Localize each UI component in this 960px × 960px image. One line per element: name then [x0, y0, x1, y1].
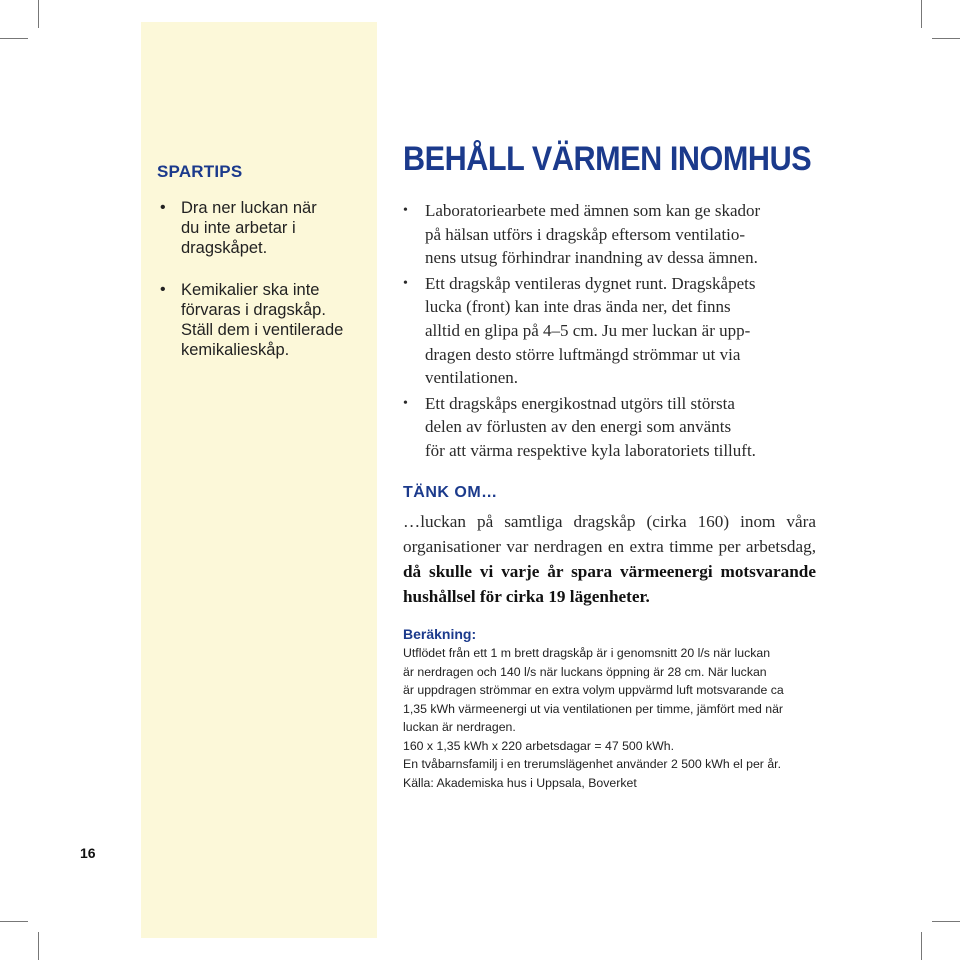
bullet-item: • Ett dragskåps energikostnad utgörs till största delen av förlusten av den energi som använts för att värma respektive kyla laboratoriets tilluft.: [403, 393, 756, 460]
tips-list: [157, 198, 369, 382]
calculation-heading: Beräkning:: [403, 626, 477, 642]
calc-line: är uppdragen strömmar en extra volym uppvärmd luft motsvarande ca: [403, 683, 784, 697]
bullet-icon: •: [160, 199, 166, 216]
page-number: 16: [80, 845, 96, 861]
bullet-item: • Laboratoriearbete med ämnen som kan ge skador på hälsan utförs i dragskåp eftersom ventilatio- nens utsug förhindrar inandning av dessa ämnen.: [403, 201, 761, 268]
bullet-icon: •: [403, 203, 408, 218]
calc-line: 160 x 1,35 kWh x 220 arbetsdagar = 47 500 kWh.: [403, 738, 675, 753]
crop-mark: [0, 38, 28, 39]
tank-om-paragraph: …luckan på samtliga dragskåp (cirka 160) inom våra organisationer var nerdragen en extra timme per arbetsdag, då skulle vi varje år spara värmeenergi motsvarande hushållsel för cirka 19 lägenheter.: [403, 512, 816, 606]
tips-title: SPARTIPS: [157, 162, 243, 181]
tip-item: • Dra ner luckan när du inte arbetar i dragskåpet.: [160, 199, 317, 257]
bullet-icon: •: [160, 281, 166, 298]
page-title: BEHÅLL VÄRMEN INOMHUS: [403, 140, 812, 178]
calculation-text: [403, 644, 823, 792]
tips-sidebar: [141, 22, 377, 938]
crop-mark: [0, 921, 28, 922]
bullet-icon: •: [403, 395, 408, 411]
calc-line: luckan är nerdragen.: [403, 720, 516, 734]
bullet-item: • Ett dragskåp ventileras dygnet runt. Dragskåpets lucka (front) kan inte dras ända ner, det finns alltid en glipa på 4–5 cm. Ju mer luckan är upp- dragen desto större luftmängd strömmar ut via ventilationen.: [403, 273, 756, 388]
crop-mark: [921, 932, 922, 960]
crop-mark: [932, 38, 960, 39]
crop-mark: [38, 932, 39, 960]
calc-line: 1,35 kWh värmeenergi ut via ventilationen per timme, jämfört med när: [403, 701, 784, 716]
calc-line: Källa: Akademiska hus i Uppsala, Boverket: [403, 775, 637, 790]
crop-mark: [38, 0, 39, 28]
calc-line: är nerdragen och 140 l/s när luckans öppning är 28 cm. När luckan: [403, 664, 767, 679]
crop-mark: [921, 0, 922, 28]
bullet-icon: •: [403, 275, 408, 291]
crop-mark: [932, 921, 960, 922]
tank-om-heading: TÄNK OM…: [403, 484, 498, 501]
calc-line: Utflödet från ett 1 m brett dragskåp är i genomsnitt 20 l/s när luckan: [403, 646, 771, 660]
tip-item: • Kemikalier ska inte förvaras i dragskåp. Ställ dem i ventilerade kemikalieskåp.: [160, 281, 344, 359]
bullet-list: [403, 199, 823, 465]
calc-line: En tvåbarnsfamilj i en trerumslägenhet använder 2 500 kWh el per år.: [403, 757, 781, 771]
